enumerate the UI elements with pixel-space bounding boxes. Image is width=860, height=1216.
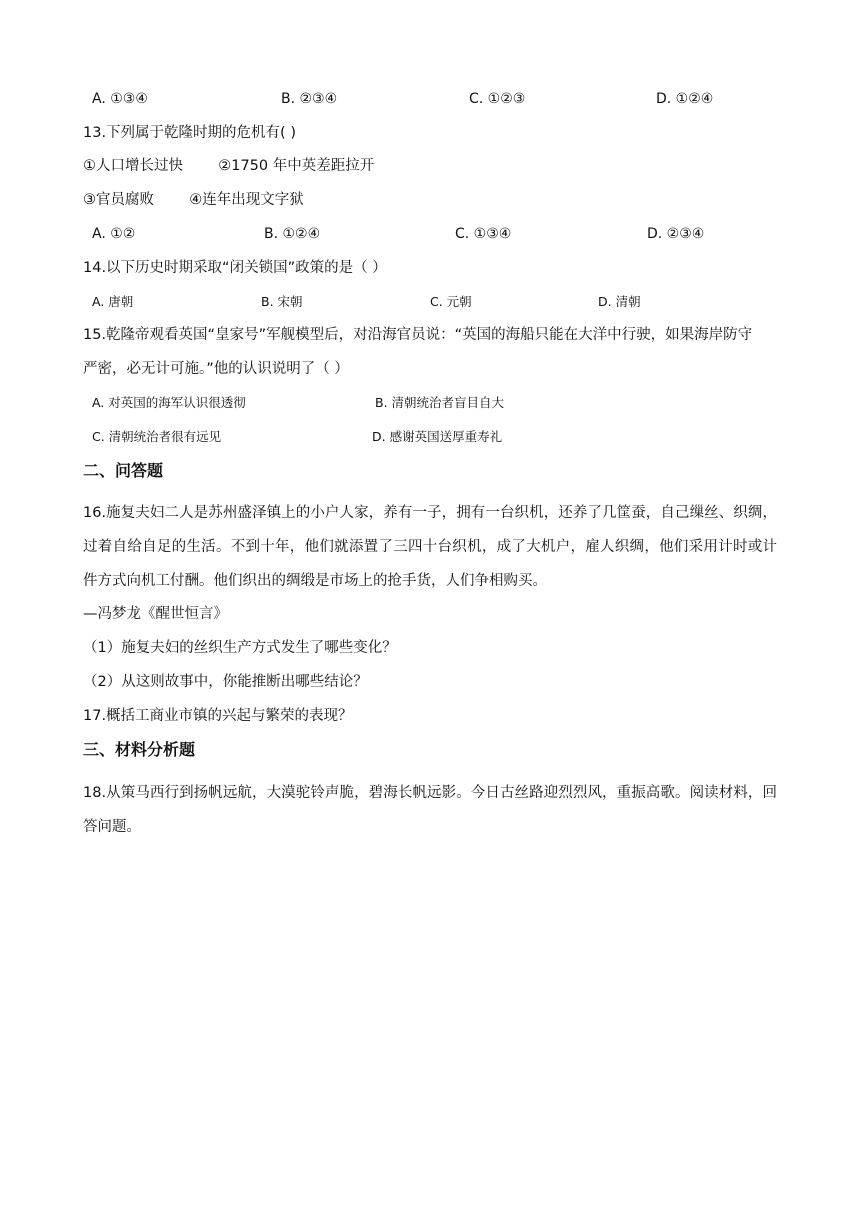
q16-subquestion-1: （1）施复夫妇的丝织生产方式发生了哪些变化？ xyxy=(83,640,397,656)
q16-subquestion-2: （2）从这则故事中，你能推断出哪些结论？ xyxy=(83,674,368,690)
q14-option-b[interactable]: B. 宋朝 xyxy=(261,294,303,309)
q15-option-b[interactable]: B. 清朝统治者盲目自大 xyxy=(375,395,505,410)
q13-option-d[interactable]: D. ②③④ xyxy=(647,226,705,242)
q12-options xyxy=(0,89,860,109)
q14-options xyxy=(0,292,860,312)
section-2-title: 二、问答题 xyxy=(83,461,164,480)
q18-text: 18.从策马西行到扬帆远航，大漠驼铃声脆，碧海长帆远影。今日古丝路迎烈烈风，重振高歌。阅读材料，回答问题。 xyxy=(83,785,777,835)
q13-item-3: ③官员腐败 xyxy=(83,192,154,208)
q13-option-b[interactable]: B. ①②④ xyxy=(264,226,321,242)
q14-stem: 14.以下历史时期采取“闭关锁国”政策的是（ ） xyxy=(83,260,387,276)
q13-option-c[interactable]: C. ①③④ xyxy=(455,226,512,242)
q17-stem: 17.概括工商业市镇的兴起与繁荣的表现？ xyxy=(83,708,353,724)
q12-option-d[interactable]: D. ①②④ xyxy=(656,91,714,107)
q15-stem-line1: 15.乾隆帝观看英国“皇家号”军舰模型后，对沿海官员说：“英国的海船只能在大洋中行驶，如果海岸防守 xyxy=(83,327,753,343)
q13-item-2: ②1750 年中英差距拉开 xyxy=(218,158,375,174)
q12-option-a[interactable]: A. ①③④ xyxy=(92,91,148,107)
q13-item-4: ④连年出现文字狱 xyxy=(189,192,304,208)
q12-option-c[interactable]: C. ①②③ xyxy=(469,91,526,107)
q13-item-1: ①人口增长过快 xyxy=(83,158,183,174)
q15-stem-line2: 严密，必无计可施。”他的认识说明了（ ） xyxy=(83,361,349,377)
q13-items-row1 xyxy=(83,156,374,176)
q13-items-row2 xyxy=(83,190,304,210)
q14-option-d[interactable]: D. 清朝 xyxy=(598,294,641,309)
q13-option-a[interactable]: A. ①② xyxy=(92,226,136,242)
q14-option-a[interactable]: A. 唐朝 xyxy=(92,294,134,309)
q15-options-row1 xyxy=(0,393,860,413)
q15-options-row2 xyxy=(0,427,860,447)
section-3-title: 三、材料分析题 xyxy=(83,740,196,759)
q14-option-c[interactable]: C. 元朝 xyxy=(430,294,472,309)
q13-stem: 13.下列属于乾隆时期的危机有( ) xyxy=(83,125,296,141)
q13-options xyxy=(0,224,860,244)
q15-option-a[interactable]: A. 对英国的海军认识很透彻 xyxy=(92,395,246,410)
q15-option-d[interactable]: D. 感谢英国送厚重寿礼 xyxy=(372,429,503,444)
q12-option-b[interactable]: B. ②③④ xyxy=(281,91,338,107)
q15-option-c[interactable]: C. 清朝统治者很有远见 xyxy=(92,429,222,444)
q16-source: —冯梦龙《醒世恒言》 xyxy=(83,606,228,622)
q16-text: 16.施复夫妇二人是苏州盛泽镇上的小户人家，养有一子，拥有一台织机，还养了几筐蚕，自己缫丝、织绸，过着自给自足的生活。不到十年，他们就添置了三四十台织机，成了大机户，雇人织绸，他们采用计时或计件方式向机工付酬。他们织出的绸缎是市场上的抢手货，人们争相购买。 xyxy=(83,505,777,589)
